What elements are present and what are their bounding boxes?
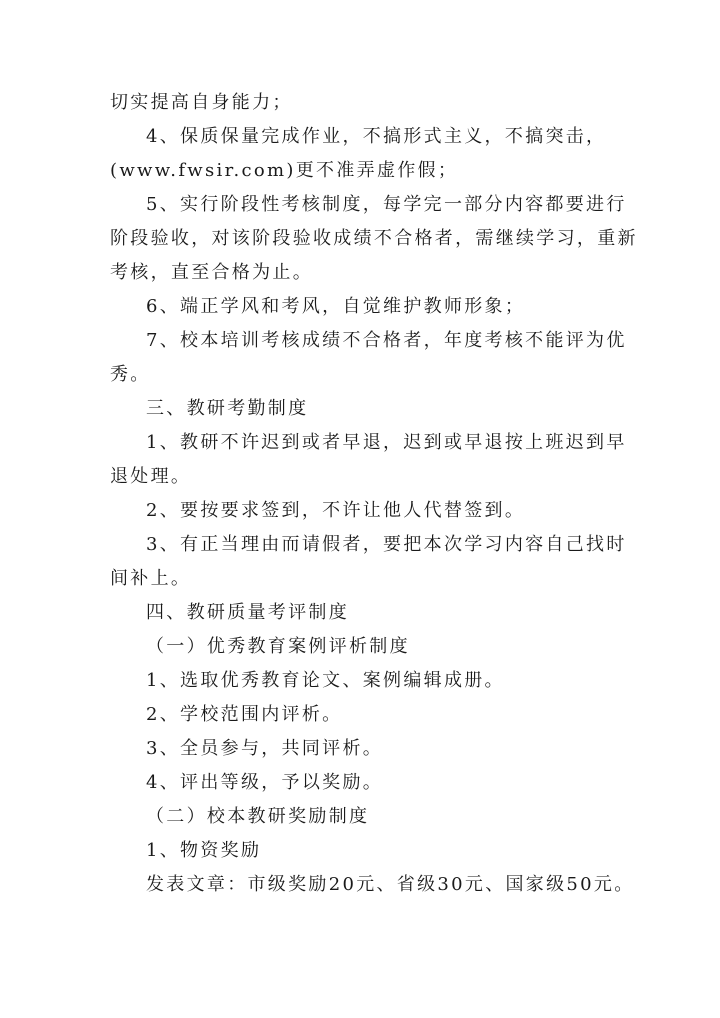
section-heading: 四、教研质量考评制度 xyxy=(146,602,349,623)
subsection-heading: （二）校本教研奖励制度 xyxy=(146,806,370,827)
paragraph: 3、全员参与，共同评析。 xyxy=(146,738,384,759)
subsection-heading: （一）优秀教育案例评析制度 xyxy=(146,636,410,657)
paragraph: 3、有正当理由而请假者，要把本次学习内容自己找时间补上。 xyxy=(110,534,627,589)
paragraph: 7、校本培训考核成绩不合格者，年度考核不能评为优秀。 xyxy=(110,330,627,385)
paragraph: 5、实行阶段性考核制度，每学完一部分内容都要进行阶段验收，对该阶段验收成绩不合格者，需继续学习，重新考核，直至合格为止。 xyxy=(110,194,638,283)
paragraph: 4、保质保量完成作业，不搞形式主义，不搞突击，(www.fwsir.com)更不准弄虚作假； xyxy=(110,126,607,181)
paragraph: 1、教研不许迟到或者早退，迟到或早退按上班迟到早退处理。 xyxy=(110,432,627,487)
section-heading: 三、教研考勤制度 xyxy=(146,398,309,419)
paragraph: 4、评出等级，予以奖励。 xyxy=(146,772,384,793)
document-body xyxy=(110,86,640,902)
paragraph: 1、选取优秀教育论文、案例编辑成册。 xyxy=(146,670,505,691)
paragraph: 发表文章：市级奖励20元、省级30元、国家级50元。 xyxy=(146,874,635,895)
paragraph: 2、要按要求签到，不许让他人代替签到。 xyxy=(146,500,526,521)
paragraph: 切实提高自身能力； xyxy=(110,92,293,113)
paragraph: 2、学校范围内评析。 xyxy=(146,704,343,725)
paragraph: 1、物资奖励 xyxy=(146,840,262,861)
paragraph: 6、端正学风和考风，自觉维护教师形象； xyxy=(146,296,526,317)
